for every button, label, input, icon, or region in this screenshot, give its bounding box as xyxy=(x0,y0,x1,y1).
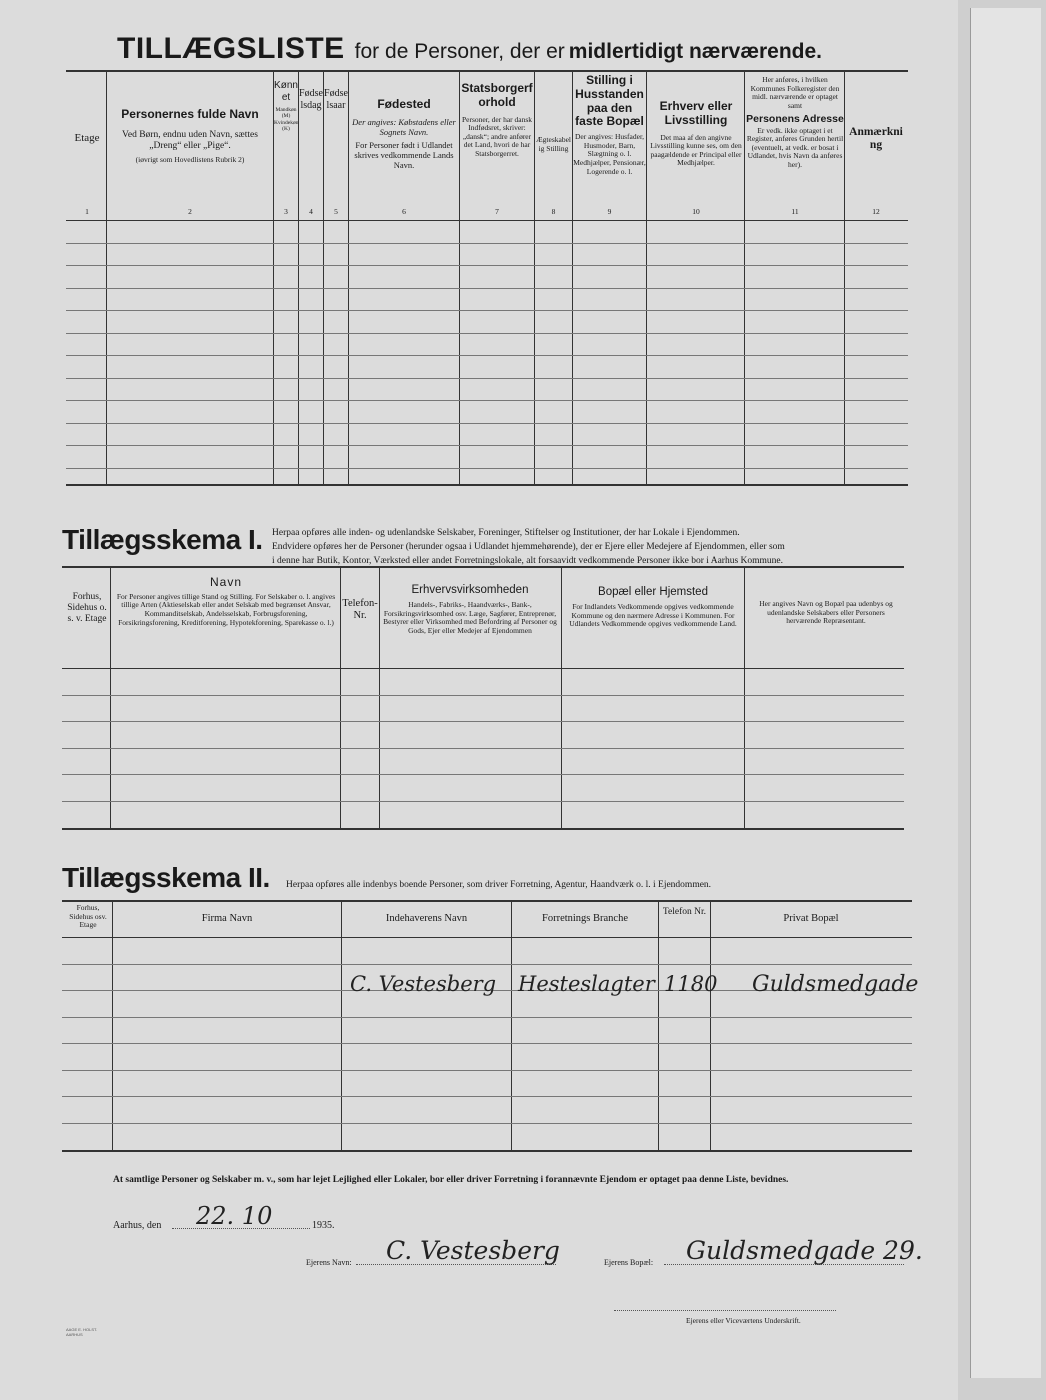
adjacent-page-edge xyxy=(958,0,1046,1400)
ruled-row-line xyxy=(66,423,908,424)
col-adresse-pre: Her anføres, i hvilken Kommunes Folkeregister den midl. nærværende er optaget samt xyxy=(750,75,840,110)
ruled-row-line xyxy=(62,721,904,722)
col-stilling-label: Stilling i Husstanden paa den faste Bopæl xyxy=(575,73,644,129)
col-num-5: 5 xyxy=(334,207,338,216)
skema2-vline xyxy=(511,902,512,1150)
ruled-row-line xyxy=(62,1096,912,1097)
skema2-col-bopael: Privat Bopæl xyxy=(783,913,839,924)
col-foedselsdag-header: Fødselsdag xyxy=(299,88,323,111)
col-foedested-note2: For Personer født i Udlandet skrives vedkommende Lands Navn. xyxy=(354,140,454,170)
signature-line xyxy=(614,1310,836,1311)
skema1-title: Tillægsskema I. xyxy=(62,524,263,555)
ruled-row-line xyxy=(62,801,904,802)
ruled-row-line xyxy=(66,355,908,356)
col-num-12: 12 xyxy=(872,207,880,216)
ruled-row-line xyxy=(66,400,908,401)
date-handwritten: 22. 10 xyxy=(196,1202,273,1230)
entry-telefon: 1180 xyxy=(664,972,718,996)
col-num-2: 2 xyxy=(188,207,192,216)
col-num-4: 4 xyxy=(309,207,313,216)
ruled-row-line xyxy=(66,288,908,289)
date-label: Aarhus, den xyxy=(113,1220,162,1231)
skema1-col-erhverv-note: Handels-, Fabriks-, Haandværks-, Bank-, Forsikringsvirksomhed osv. Læge, Sagfører, Entreprenør, Bestyrer eller Virksomhed med Befordring af Personer og Gods, Ejer eller Medejer af Ejendommen xyxy=(383,600,557,636)
col-num-8: 8 xyxy=(551,207,556,216)
col-foedested-header xyxy=(350,98,458,171)
col-erhverv-note: Det maa af den angivne Livsstilling kunne ses, om den paagældende er Principal eller Medhjælper. xyxy=(650,132,742,168)
col-num-7: 7 xyxy=(495,207,499,216)
skema1-col-navn xyxy=(114,576,338,627)
col-num-3: 3 xyxy=(284,207,288,216)
address-handwritten: Guldsmedgade 29. xyxy=(686,1236,923,1265)
address-label: Ejerens Bopæl: xyxy=(604,1258,654,1267)
skema2-col-firma: Firma Navn xyxy=(201,913,253,924)
col-anmaerkning-header: Anmærkning xyxy=(849,126,903,152)
tillaegsliste-heading xyxy=(117,32,822,66)
col-foedested-label: Fødested xyxy=(377,97,431,111)
ruled-row-line xyxy=(66,310,908,311)
skema1-vline xyxy=(561,568,562,828)
skema2-col-indehaver: Indehaverens Navn xyxy=(385,913,468,924)
skema1-col-bopael-note: For Indlandets Vedkommende opgives vedkommende Kommune og den nærmere Adresse i Kommunen. For Udlandets Vedkommende opgives vedkommende Land. xyxy=(569,602,737,629)
ruled-row-line xyxy=(62,1070,912,1071)
col-navn-note2: (iøvrigt som Hovedlistens Rubrik 2) xyxy=(135,154,245,164)
col-statsborger-note: Personer, der har dansk Indfødsret, skriver: „dansk“; andre anfører det Land, hvori de har Statsborgerret. xyxy=(461,114,533,159)
skema1-bottom-rule xyxy=(62,828,904,830)
col-adresse-note: Er vedk. ikke optaget i et Register, anføres Grunden hertil (eventuelt, at vedk. er bosat i Udlandet, hvis Navn da anføres her). xyxy=(746,125,844,170)
year-label: 1935. xyxy=(312,1220,335,1231)
col-erhverv-label: Erhverv eller Livsstilling xyxy=(659,99,733,127)
ruled-row-line xyxy=(66,265,908,266)
col-navn-note: Ved Børn, endnu uden Navn, sættes „Dreng“ eller „Pige“. xyxy=(122,129,258,151)
skema2-vline xyxy=(341,902,342,1150)
ruled-row-line xyxy=(62,964,912,965)
tillaegsliste-subtitle-2: midlertidigt nærværende. xyxy=(568,40,823,63)
entry-bopael: Guldsmedgade xyxy=(752,972,919,997)
skema2-col-branche: Forretnings Branche xyxy=(541,913,629,924)
col-erhverv-header xyxy=(648,100,744,168)
col-adresse-label: Personens Adresse xyxy=(746,112,844,125)
col-koen-header xyxy=(274,80,298,132)
entry-indehaver: C. Vestesberg xyxy=(350,972,497,996)
skema1-col-bopael-label: Bopæl eller Hjemsted xyxy=(598,586,708,598)
owner-handwritten: C. Vestesberg xyxy=(386,1236,560,1265)
ruled-row-line xyxy=(62,774,904,775)
ruled-row-line xyxy=(66,445,908,446)
col-num-9: 9 xyxy=(607,207,612,216)
skema2-title: Tillægsskema II. xyxy=(62,862,270,893)
skema2-vline xyxy=(112,902,113,1150)
skema2-col-telefon: Telefon Nr. xyxy=(662,907,707,917)
skema1-vline xyxy=(379,568,380,828)
ruled-row-line xyxy=(62,1043,912,1044)
tillaegsliste-subtitle-1: for de Personer, der er xyxy=(354,40,565,63)
table1-header-rule xyxy=(66,220,908,221)
col-num-10: 10 xyxy=(692,207,700,216)
col-statsborger-header xyxy=(460,82,534,159)
col-foedested-note: Der angives: Købstadens eller Sognets Navn. xyxy=(352,116,456,137)
col-navn-label: Personernes fulde Navn xyxy=(121,107,259,121)
col-navn-header xyxy=(108,108,272,164)
col-foedselsaar-header: Fødselsaar xyxy=(324,88,348,111)
col-num-11: 11 xyxy=(791,207,799,216)
skema2-intro: Herpaa opføres alle indenbys boende Personer, som driver Forretning, Agentur, Haandværk o. l. i Ejendommen. xyxy=(286,880,712,890)
table1-top-rule xyxy=(66,70,908,72)
skema1-intro-line2: Endvidere opføres her de Personer (herunder ogsaa i Udlandet hjemmehørende), der er Ejere eller Medejere af Ejendommen, eller som xyxy=(272,541,785,552)
table1-bottom-rule xyxy=(66,484,908,486)
col-etage-header: Etage xyxy=(74,132,100,144)
skema1-col-repraesentant: Her angives Navn og Bopæl paa udenbys og udenlandske Selskabers eller Personers herværende Repræsentant. xyxy=(759,599,893,626)
ruled-row-line xyxy=(66,243,908,244)
ruled-row-line xyxy=(62,748,904,749)
printer-mark: AAGE E. HOLST. AARHUS xyxy=(66,1327,98,1337)
col-aegteskab-header: Ægteskabelig Stilling xyxy=(536,135,571,153)
skema1-col-erhverv xyxy=(382,584,558,636)
skema2-top-rule xyxy=(62,900,912,902)
skema2-header-rule xyxy=(62,937,912,938)
skema1-col-bopael xyxy=(564,586,742,629)
ruled-row-line xyxy=(62,1123,912,1124)
signature-label: Ejerens eller Viceværtens Underskrift. xyxy=(686,1316,801,1325)
col-stilling-note: Der angives: Husfader, Husmoder, Barn, Slægtning o. l. Medhjælper, Pensionær, Logerende o. l. xyxy=(573,132,646,176)
col-num-6: 6 xyxy=(402,207,406,216)
col-adresse-header xyxy=(746,76,844,170)
skema1-top-rule xyxy=(62,566,904,568)
col-koen-note: Mandkøn (M) Kvindekøn (K) xyxy=(274,107,299,132)
skema2-bottom-rule xyxy=(62,1150,912,1152)
col-statsborger-label: Statsborgerforhold xyxy=(461,81,533,109)
skema1-col-telefon: Telefon-Nr. xyxy=(342,598,378,622)
col-koen-label: Kønnet xyxy=(274,80,298,103)
declaration-text: At samtlige Personer og Selskaber m. v., som har lejet Lejlighed eller Lokaler, bor eller driver Forretning i forannævnte Ejendom er optaget paa denne Liste, bevidnes. xyxy=(113,1175,789,1185)
skema1-col-navn-note: For Personer angives tillige Stand og Stilling. For Selskaber o. l. angives tillige Arten (Aktieselskab eller andet Selskab med begrænset Ansvar, Kommanditselskab, Andelsselskab, Forbrugsforening, Forsikringsforening, Kreditforening, Hypotekforening, Sparekasse o. l.) xyxy=(116,591,336,627)
skema1-intro xyxy=(272,527,912,568)
ruled-row-line xyxy=(62,695,904,696)
col-num-1: 1 xyxy=(85,207,89,216)
ruled-row-line xyxy=(66,333,908,334)
skema1-intro-line3: i denne har Butik, Kontor, Værksted eller andet Forretningslokale, alt forsaavidt vedkommende Personer ikke bor i Aarhus Kommune. xyxy=(272,555,784,566)
skema1-vline xyxy=(744,568,745,828)
skema1-col-etage: Forhus, Sidehus o. s. v. Etage xyxy=(67,592,107,624)
skema1-col-erhverv-label: Erhvervsvirksomheden xyxy=(411,584,529,596)
skema1-intro-line1: Herpaa opføres alle inden- og udenlandske Selskaber, Foreninger, Stiftelser og Institutioner, der har Lokale i Ejendommen. xyxy=(272,528,740,538)
skema2-vline xyxy=(710,902,711,1150)
skema2-vline xyxy=(658,902,659,1150)
col-stilling-header xyxy=(573,74,646,176)
owner-label: Ejerens Navn: xyxy=(306,1258,352,1267)
ruled-row-line xyxy=(66,468,908,469)
skema1-vline xyxy=(110,568,111,828)
entry-branche: Hesteslagter xyxy=(518,972,655,996)
tillaegsliste-title: TILLÆGSLISTE xyxy=(117,32,345,65)
skema1-col-navn-label: Navn xyxy=(209,575,242,589)
skema2-col-etage: Forhus, Sidehus osv. Etage xyxy=(69,903,107,930)
ruled-row-line xyxy=(62,1017,912,1018)
ruled-row-line xyxy=(66,378,908,379)
skema1-header-rule xyxy=(62,668,904,669)
